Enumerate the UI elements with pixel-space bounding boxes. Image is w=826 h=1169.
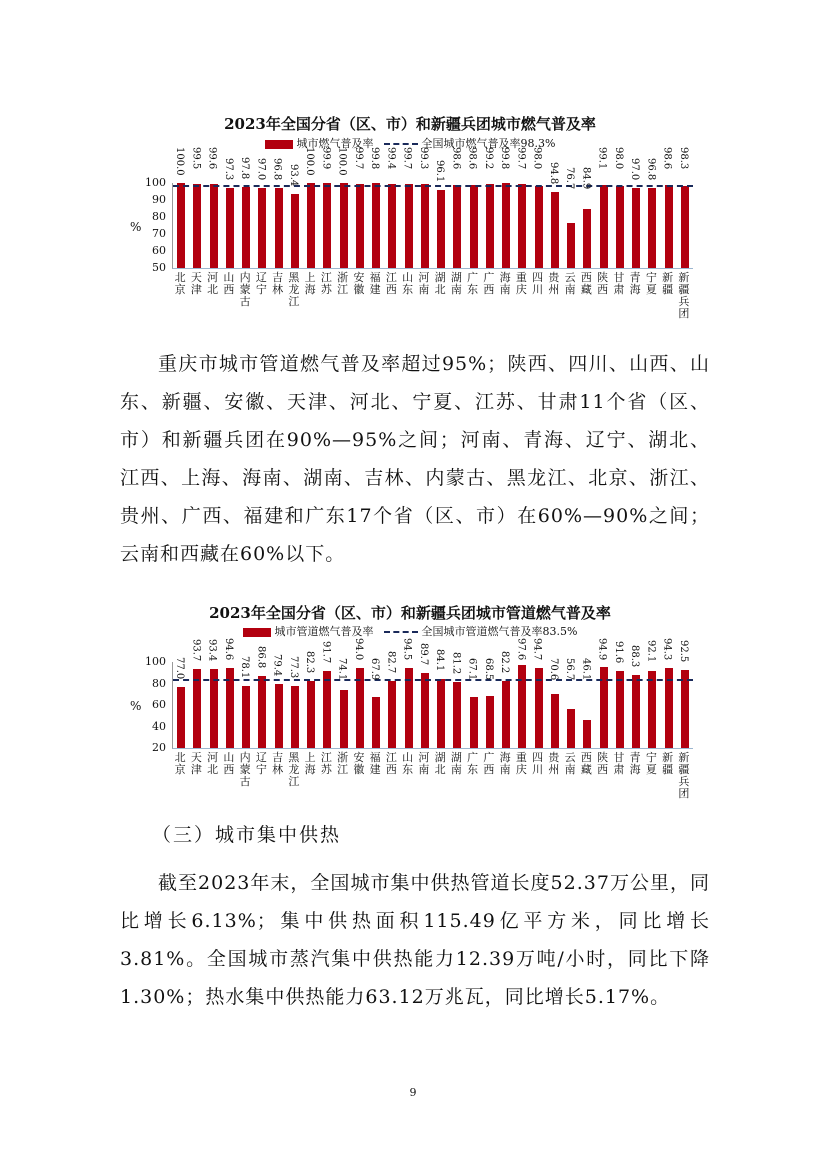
bar — [632, 675, 640, 748]
chart-title: 2023年全国分省（区、市）和新疆兵团城市管道燃气普及率 — [209, 604, 611, 622]
data-label: 99.7 — [515, 147, 527, 170]
data-label: 98.3 — [677, 147, 689, 170]
x-tick-label: 广东 — [467, 271, 479, 296]
data-label: 46.1 — [580, 658, 592, 681]
y-tick-label: 70 — [152, 227, 166, 240]
data-label: 74.1 — [336, 658, 348, 681]
x-tick-label: 四川 — [532, 271, 544, 296]
bar — [421, 184, 429, 268]
bar — [681, 186, 689, 268]
bar — [340, 690, 348, 748]
bar — [470, 185, 478, 268]
bar — [486, 184, 494, 268]
x-tick-label: 黑龙江 — [288, 271, 300, 308]
data-label: 82.2 — [499, 651, 511, 674]
data-label: 86.8 — [255, 646, 267, 669]
x-tick-label: 山东 — [402, 271, 414, 296]
data-label: 82.3 — [304, 651, 316, 674]
data-label: 99.4 — [385, 147, 397, 170]
data-label: 91.7 — [320, 640, 332, 664]
x-tick-label: 重庆 — [515, 271, 527, 296]
data-label: 56.7 — [564, 658, 576, 681]
page-number: 9 — [409, 1086, 417, 1099]
plot-area — [172, 183, 693, 269]
data-label: 100.0 — [304, 147, 316, 176]
data-label: 93.4 — [206, 639, 218, 662]
x-tick-label: 上海 — [304, 751, 316, 776]
bar — [502, 681, 510, 748]
plot-area — [172, 662, 693, 749]
bar — [405, 184, 413, 268]
y-tick-label: 60 — [152, 244, 166, 257]
x-tick-label: 天津 — [190, 271, 202, 296]
data-label: 92.5 — [677, 640, 689, 663]
data-label: 81.2 — [450, 652, 462, 675]
y-tick-label: 40 — [152, 719, 166, 733]
bar — [437, 679, 445, 748]
legend-bar-swatch — [243, 628, 271, 637]
bar — [583, 720, 591, 748]
x-tick-label: 黑龙江 — [288, 751, 300, 788]
data-label: 97.0 — [629, 158, 641, 181]
paragraph-gas-summary: 重庆市城市管道燃气普及率超过95%；陕西、四川、山西、山东、新疆、安徽、天津、河北、宁夏、江苏、甘肃11个省（区、市）和新疆兵团在90%—95%之间；河南、青海、辽宁、湖北、江西、上海、海南、湖南、吉林、内蒙古、黑龙江、北京、浙江、贵州、广西、福建和广东17个省（区、市）在60%—90%之间；云南和西藏在60%以下。 — [120, 353, 710, 565]
bar — [242, 187, 250, 268]
x-tick-label: 陕西 — [597, 271, 609, 296]
x-tick-label: 福建 — [369, 751, 381, 776]
x-tick-label: 江苏 — [320, 751, 332, 776]
data-label: 100.0 — [336, 147, 348, 176]
data-label: 99.7 — [352, 147, 364, 170]
bar — [648, 671, 656, 749]
x-tick-label: 云南 — [564, 271, 576, 296]
x-tick-label: 江苏 — [320, 271, 332, 296]
y-tick-label: 100 — [145, 655, 166, 668]
data-label: 99.2 — [482, 147, 494, 170]
x-tick-label: 上海 — [304, 271, 316, 296]
legend-bar-label: 城市管道燃气普及率 — [274, 625, 374, 638]
x-tick-label: 内蒙古 — [239, 271, 251, 308]
bar — [551, 192, 559, 268]
x-tick-label: 江西 — [385, 271, 397, 296]
data-label: 96.8 — [271, 158, 283, 181]
x-tick-label: 青海 — [629, 271, 641, 296]
x-tick-label: 陕西 — [597, 751, 609, 776]
bar — [518, 665, 526, 748]
data-label: 92.1 — [645, 640, 657, 663]
data-label: 94.8 — [547, 161, 559, 185]
y-tick-label: 100 — [145, 176, 166, 189]
data-label: 97.8 — [239, 156, 251, 179]
x-tick-label: 吉林 — [272, 751, 284, 776]
data-label: 94.9 — [596, 638, 608, 661]
data-label: 94.5 — [401, 638, 413, 661]
bar — [632, 188, 640, 268]
data-label: 99.1 — [596, 147, 608, 170]
bar — [323, 671, 331, 748]
bar — [372, 697, 380, 748]
x-tick-label: 宁夏 — [645, 271, 657, 296]
y-axis-label: % — [130, 219, 142, 234]
y-tick-label: 50 — [152, 261, 166, 274]
data-label: 89.7 — [417, 643, 429, 666]
bar — [600, 185, 608, 268]
legend-line-label: 全国城市管道燃气普及率83.5% — [421, 625, 578, 638]
x-tick-label: 山西 — [223, 751, 235, 776]
data-label: 84.9 — [580, 167, 592, 190]
x-tick-label: 浙江 — [337, 751, 349, 776]
x-tick-label: 贵州 — [548, 751, 560, 776]
data-label: 84.1 — [434, 649, 446, 672]
x-tick-label: 北京 — [174, 751, 186, 776]
data-label: 99.8 — [369, 147, 381, 170]
x-tick-label: 安徽 — [353, 271, 365, 296]
x-tick-label: 青海 — [629, 751, 641, 776]
x-tick-label: 甘肃 — [613, 751, 625, 776]
data-label: 99.7 — [401, 147, 413, 170]
x-tick-label: 河北 — [207, 271, 219, 296]
bar — [388, 681, 396, 748]
x-tick-label: 浙江 — [337, 271, 349, 296]
data-label: 88.3 — [629, 644, 641, 667]
data-label: 96.1 — [434, 159, 446, 182]
data-label: 98.0 — [612, 147, 624, 170]
data-label: 77.0 — [174, 656, 186, 679]
x-tick-label: 海南 — [499, 271, 511, 296]
pipeline-gas-coverage-chart — [120, 598, 700, 813]
bar — [210, 669, 218, 748]
bar — [258, 188, 266, 268]
y-tick-label: 80 — [152, 210, 166, 223]
bar — [193, 184, 201, 268]
y-tick-label: 20 — [152, 741, 166, 754]
data-label: 93.7 — [190, 638, 202, 662]
gas-coverage-chart — [120, 105, 700, 345]
bar — [291, 194, 299, 268]
bar — [583, 209, 591, 268]
x-tick-label: 辽宁 — [255, 751, 267, 776]
bar — [210, 184, 218, 268]
bar — [275, 684, 283, 748]
x-tick-label: 福建 — [369, 271, 381, 296]
x-tick-label: 广东 — [467, 751, 479, 776]
x-tick-label: 山东 — [402, 751, 414, 776]
x-tick-label: 贵州 — [548, 271, 560, 296]
x-tick-label: 新疆兵团 — [678, 271, 690, 320]
x-tick-label: 湖南 — [450, 271, 462, 296]
bar — [453, 185, 461, 268]
bar — [502, 183, 510, 268]
x-tick-label: 四川 — [532, 751, 544, 776]
legend-line-swatch — [384, 143, 418, 145]
x-tick-label: 西藏 — [580, 271, 592, 296]
x-tick-label: 湖北 — [434, 271, 446, 296]
x-tick-label: 重庆 — [515, 751, 527, 776]
bar — [242, 686, 250, 748]
bar — [567, 709, 575, 748]
data-label: 82.7 — [385, 650, 397, 673]
y-tick-label: 90 — [152, 193, 166, 206]
bar — [258, 676, 266, 748]
bar — [291, 686, 299, 748]
data-label: 100.0 — [174, 147, 186, 176]
bar — [567, 223, 575, 268]
data-label: 91.6 — [612, 641, 624, 664]
data-label: 67.1 — [466, 658, 478, 681]
data-label: 97.0 — [255, 158, 267, 181]
x-tick-label: 天津 — [190, 751, 202, 776]
x-tick-label: 河北 — [207, 751, 219, 776]
x-tick-label: 河南 — [418, 271, 430, 296]
bar — [275, 188, 283, 268]
bar — [307, 681, 315, 748]
bar — [470, 697, 478, 748]
legend-line-label: 全国城市燃气普及率98.3% — [421, 137, 556, 150]
data-label: 99.6 — [206, 147, 218, 170]
chart-title: 2023年全国分省（区、市）和新疆兵团城市燃气普及率 — [224, 115, 596, 133]
data-label: 78.1 — [239, 655, 251, 678]
bar — [551, 694, 559, 748]
x-tick-label: 甘肃 — [613, 271, 625, 296]
x-tick-label: 湖南 — [450, 751, 462, 776]
data-label: 76.7 — [564, 167, 576, 190]
x-tick-label: 广西 — [483, 271, 495, 296]
bar — [437, 190, 445, 268]
x-tick-label: 新疆 — [662, 271, 674, 296]
bar — [307, 183, 315, 268]
data-label: 98.0 — [531, 147, 543, 170]
bar — [616, 186, 624, 268]
data-label: 68.5 — [482, 658, 494, 681]
bar — [372, 183, 380, 268]
data-label: 99.5 — [190, 147, 202, 170]
data-label: 99.9 — [320, 147, 332, 170]
bar — [177, 183, 185, 268]
bar — [518, 184, 526, 268]
x-tick-label: 西藏 — [580, 751, 592, 776]
bar — [681, 670, 689, 748]
data-label: 98.6 — [450, 147, 462, 170]
bar — [648, 188, 656, 268]
bar — [453, 682, 461, 748]
y-tick-label: 80 — [152, 676, 166, 690]
data-label: 98.6 — [466, 147, 478, 170]
x-tick-label: 安徽 — [353, 751, 365, 776]
data-label: 98.6 — [661, 147, 673, 170]
data-label: 94.7 — [531, 638, 543, 661]
x-tick-label: 河南 — [418, 751, 430, 776]
x-tick-label: 内蒙古 — [239, 751, 251, 788]
data-label: 96.8 — [645, 158, 657, 181]
bar — [177, 687, 185, 748]
x-tick-label: 山西 — [223, 271, 235, 296]
average-line — [173, 185, 693, 187]
bar — [616, 671, 624, 748]
data-label: 93.4 — [287, 164, 299, 187]
paragraph-heating: 截至2023年末，全国城市集中供热管道长度52.37万公里，同比增长6.13%；集中供热面积115.49亿平方米，同比增长3.81%。全国城市蒸汽集中供热能力12.39万吨/小时，同比下降1.30%；热水集中供热能力63.12万兆瓦，同比增长5.17%。 — [120, 872, 710, 1008]
bar — [535, 186, 543, 268]
bar — [388, 184, 396, 268]
x-tick-label: 北京 — [174, 271, 186, 296]
x-tick-label: 吉林 — [272, 271, 284, 296]
data-label: 77.3 — [287, 656, 299, 679]
data-label: 97.6 — [515, 638, 527, 661]
y-tick-label: 60 — [152, 698, 166, 711]
y-axis-label: % — [130, 699, 142, 713]
legend-bar-swatch — [265, 140, 293, 149]
bar — [356, 184, 364, 268]
average-line — [173, 679, 693, 681]
legend-line-swatch — [384, 631, 418, 633]
x-tick-label: 云南 — [564, 751, 576, 776]
chart-legend — [120, 623, 700, 639]
bar — [323, 183, 331, 268]
data-label: 99.8 — [499, 147, 511, 170]
x-tick-label: 湖北 — [434, 751, 446, 776]
data-label: 94.3 — [661, 638, 673, 661]
bar — [226, 188, 234, 268]
legend-bar-label: 城市燃气普及率 — [296, 137, 374, 150]
x-tick-label: 广西 — [483, 751, 495, 776]
data-label: 97.3 — [222, 157, 234, 180]
x-tick-label: 宁夏 — [645, 751, 657, 776]
data-label: 94.0 — [352, 638, 364, 661]
bar — [486, 696, 494, 748]
bar — [340, 183, 348, 268]
section-heading: （三）城市集中供热 — [152, 824, 342, 846]
data-label: 79.4 — [271, 654, 283, 677]
data-label: 94.6 — [222, 638, 234, 661]
x-tick-label: 辽宁 — [255, 271, 267, 296]
data-label: 70.6 — [547, 658, 559, 681]
x-tick-label: 新疆兵团 — [678, 751, 690, 800]
x-tick-label: 新疆 — [662, 751, 674, 776]
bar — [665, 185, 673, 268]
x-tick-label: 江西 — [385, 751, 397, 776]
bar — [421, 673, 429, 748]
data-label: 99.3 — [417, 147, 429, 170]
x-tick-label: 海南 — [499, 751, 511, 776]
data-label: 67.9 — [369, 658, 381, 681]
